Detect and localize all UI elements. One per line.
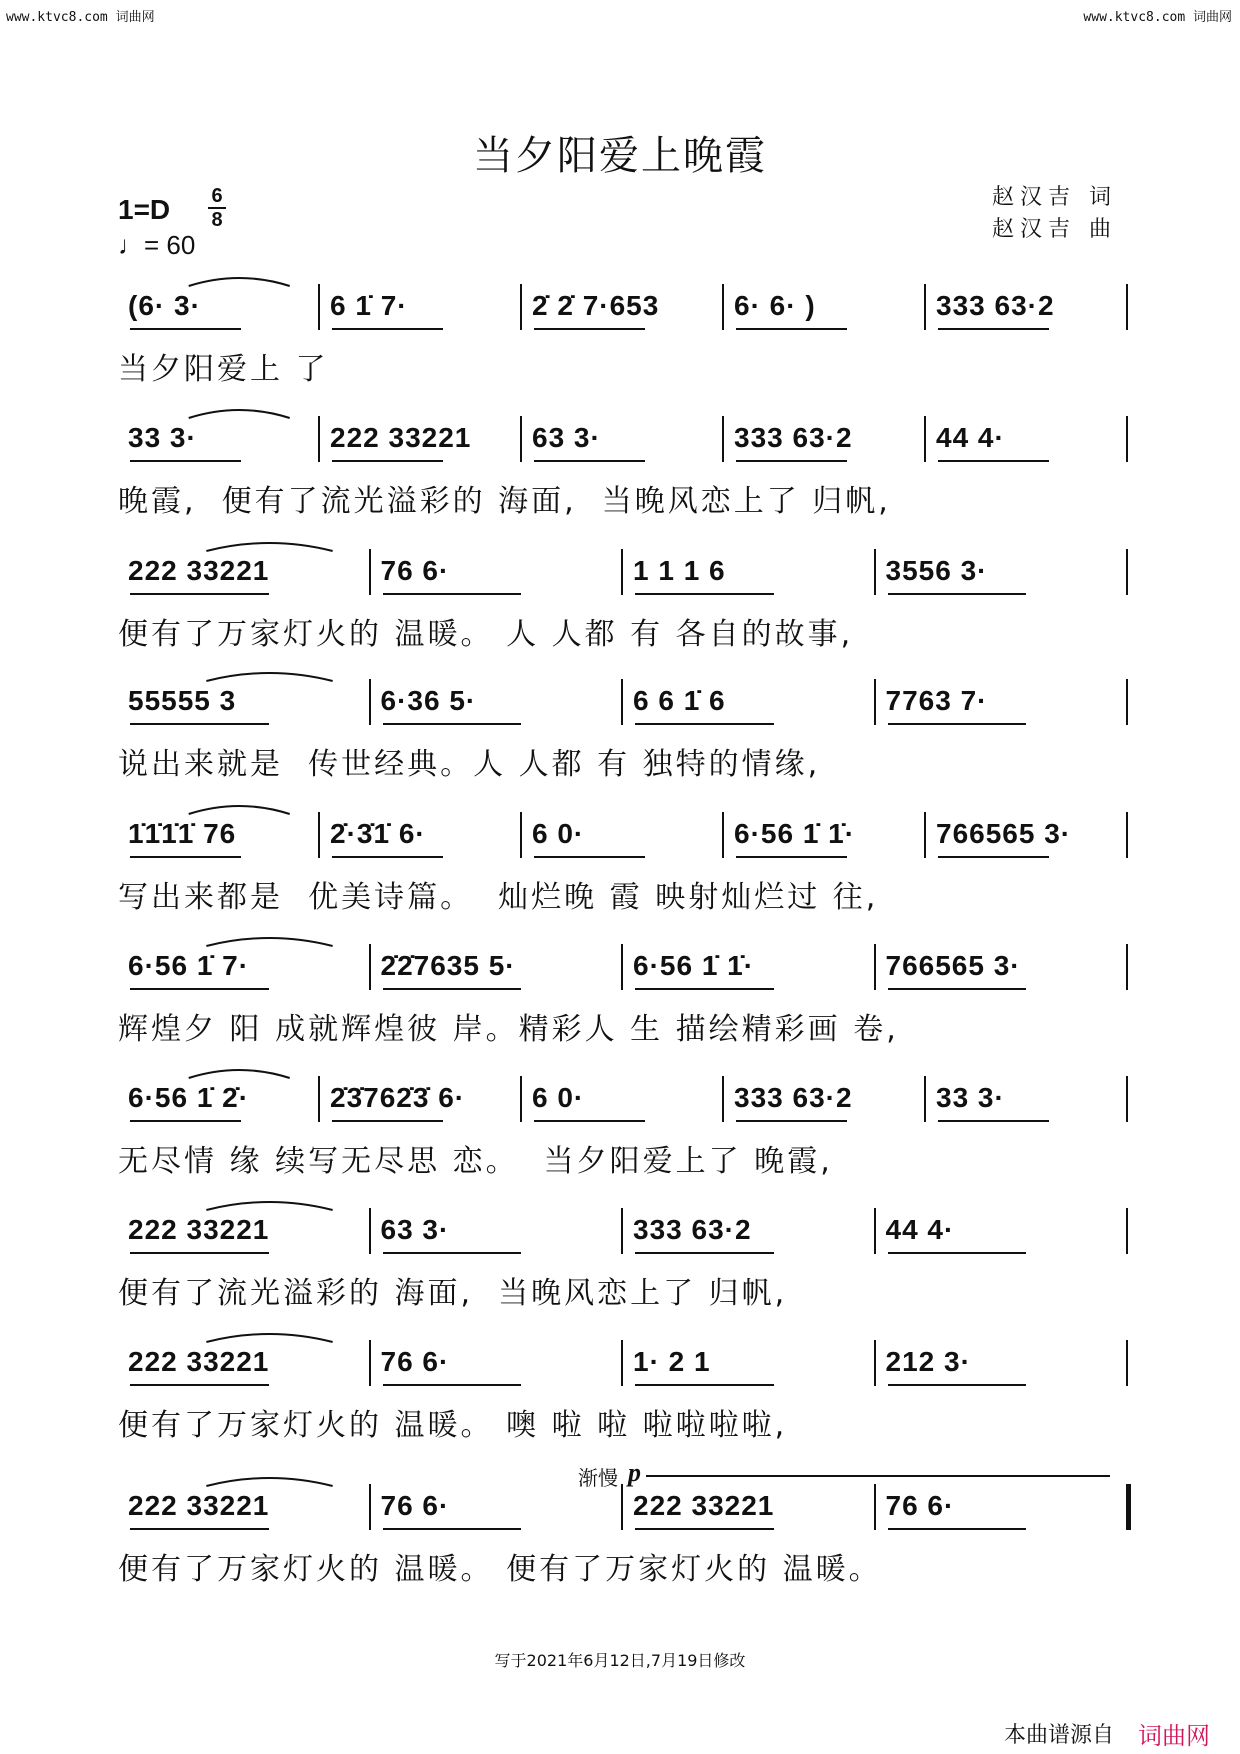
source-label: 本曲谱源自 [1004, 1723, 1115, 1748]
lyrics-line: 无尽情 缘 续写无尽思 恋。 当夕阳爱上了 晚霞, [118, 1144, 833, 1179]
measure-notes: 44 4· [885, 1214, 955, 1245]
measure-notes: 766565 3· [936, 818, 1072, 849]
notation-line [118, 290, 1128, 334]
measure-notes: 6·56 1̇ 7· [128, 950, 250, 981]
lyrics-line: 便有了万家灯火的 温暖。 便有了万家灯火的 温暖。 [118, 1552, 882, 1587]
slur-arc [189, 1070, 290, 1078]
source-brand[interactable]: 词曲网 [1138, 1722, 1210, 1750]
slur-marks [118, 1346, 1128, 1390]
notation-line [118, 685, 1128, 729]
lyrics-line: 便有了万家灯火的 温暖。 人 人都 有 各自的故事, [118, 617, 854, 652]
time-signature [208, 186, 226, 230]
measure-notes: 76 6· [380, 555, 450, 586]
measure-notes: 76 6· [380, 1346, 450, 1377]
measure-notes: (6· 3· [128, 290, 201, 321]
header-site-left[interactable]: www.ktvc8.com 词曲网 [6, 10, 155, 25]
song-title: 当夕阳爱上晚霞 [473, 133, 767, 179]
notation-line [118, 1346, 1128, 1390]
quarter-note-icon: ♩ [118, 230, 144, 260]
lyrics-line: 当夕阳爱上 了 [118, 352, 329, 387]
lyrics-line: 便有了流光溢彩的 海面, 当晚风恋上了 归帆, [118, 1276, 788, 1311]
measure-notes: 766565 3· [885, 950, 1021, 981]
slur-arc [206, 938, 332, 946]
slur-arc [206, 1334, 332, 1342]
measure-notes: 2̇ 2̇ 7·653 [532, 290, 660, 321]
tempo-marking [118, 230, 195, 261]
measure-notes: 63 3· [532, 422, 601, 453]
measure-notes: 6·56 1̇ 2̇· [128, 1082, 250, 1113]
slur-marks [118, 1490, 1128, 1534]
measure-notes: 222 33221 [128, 1346, 270, 1377]
measure-notes: 1· 2 1 [633, 1346, 711, 1377]
slur-marks [118, 685, 1128, 729]
measure-notes: 6 0· [532, 1082, 585, 1113]
measure-notes: 3556 3· [885, 555, 988, 586]
tempo-value: = 60 [144, 230, 196, 260]
measure-notes: 44 4· [936, 422, 1005, 453]
slur-marks [118, 818, 1128, 862]
slur-arc [206, 543, 332, 551]
dynamic-extension-line [646, 1475, 1110, 1477]
slur-marks [118, 1214, 1128, 1258]
notation-line [118, 422, 1128, 466]
slur-arc [189, 278, 290, 286]
notation-line [118, 1082, 1128, 1126]
measure-notes: 222 33221 [128, 1214, 270, 1245]
key-signature: 1=D [118, 194, 171, 225]
measure-notes: 6· 6· ) [734, 290, 816, 321]
lyrics-line: 辉煌夕 阳 成就辉煌彼 岸。精彩人 生 描绘精彩画 卷, [118, 1012, 899, 1047]
header-site-right[interactable]: www.ktvc8.com 词曲网 [1083, 10, 1232, 25]
slur-arc [206, 1202, 332, 1210]
measure-notes: 2̇3̇762̇3̇ 6· [330, 1082, 466, 1113]
notation-line [118, 1490, 1128, 1534]
notation-line [118, 1214, 1128, 1258]
slur-marks [118, 422, 1128, 466]
composer-credit: 赵汉吉 曲 [992, 217, 1117, 242]
measure-notes: 222 33221 [128, 555, 270, 586]
measure-notes: 333 63·2 [633, 1214, 752, 1245]
measure-notes: 6 0· [532, 818, 585, 849]
measure-notes: 6·56 1̇ 1̇· [633, 950, 755, 981]
measure-notes: 222 33221 [128, 1490, 270, 1521]
measure-notes: 6·56 1̇ 1̇· [734, 818, 856, 849]
lyrics-line: 说出来就是 传世经典。人 人都 有 独特的情缘, [118, 747, 821, 782]
footer-note: 写于2021年6月12日,7月19日修改 [494, 1651, 746, 1670]
measure-notes: 63 3· [380, 1214, 450, 1245]
measure-notes: 333 63·2 [936, 290, 1055, 321]
measure-notes: 333 63·2 [734, 1082, 853, 1113]
piano-dynamic: p [628, 1458, 641, 1487]
lyrics-line: 便有了万家灯火的 温暖。 噢 啦 啦 啦啦啦啦, [118, 1408, 788, 1443]
slur-arc [189, 410, 290, 418]
time-signature-bottom: 8 [211, 209, 223, 231]
slur-arc [206, 673, 332, 681]
slur-arc [206, 1478, 332, 1486]
measure-notes: 33 3· [936, 1082, 1005, 1113]
notation-line [118, 818, 1128, 862]
measure-notes: 2̇2̇7635 5· [380, 950, 516, 981]
slur-marks [118, 1082, 1128, 1126]
measure-notes: 6·36 5· [380, 685, 477, 716]
lyrics-line: 写出来都是 优美诗篇。 灿烂晚 霞 映射灿烂过 往, [118, 880, 879, 915]
slur-arc [189, 806, 290, 814]
measure-notes: 55555 3 [128, 685, 237, 716]
measure-notes: 7763 7· [885, 685, 988, 716]
measure-notes: 6 1̇ 7· [330, 290, 408, 321]
measure-notes: 212 3· [885, 1346, 971, 1377]
measure-notes: 76 6· [380, 1490, 450, 1521]
notation-line [118, 950, 1128, 994]
time-signature-top: 6 [211, 185, 223, 207]
measure-notes: 222 33221 [330, 422, 472, 453]
slur-marks [118, 950, 1128, 994]
measure-notes: 6 6 1̇ 6 [633, 685, 726, 716]
measure-notes: 1 1 1 6 [633, 555, 726, 586]
slur-marks [118, 555, 1128, 599]
lyricist-credit: 赵汉吉 词 [992, 185, 1117, 210]
notation-line [118, 555, 1128, 599]
ritardando-mark: 渐慢 [578, 1466, 618, 1490]
measure-notes: 333 63·2 [734, 422, 853, 453]
measure-notes: 1̇1̇1̇1̇ 76 [128, 818, 237, 849]
measure-notes: 2̇·3̇1̇ 6· [330, 818, 426, 849]
lyrics-line: 晚霞, 便有了流光溢彩的 海面, 当晚风恋上了 归帆, [118, 484, 891, 519]
measure-notes: 222 33221 [633, 1490, 775, 1521]
measure-notes: 76 6· [885, 1490, 955, 1521]
measure-notes: 33 3· [128, 422, 197, 453]
slur-marks [118, 290, 1128, 334]
